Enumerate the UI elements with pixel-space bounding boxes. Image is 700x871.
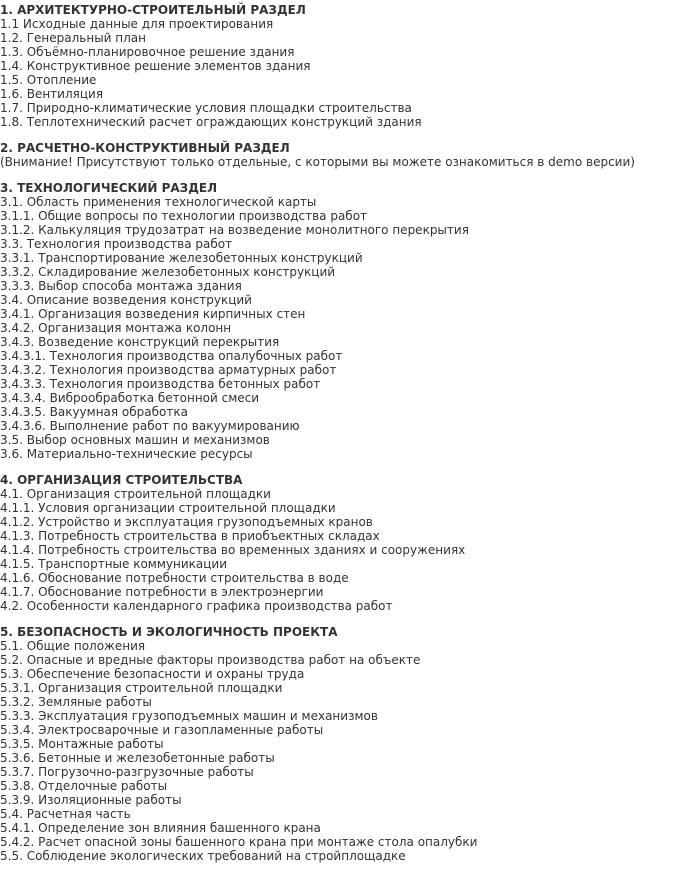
- toc-item: 5.3.5. Монтажные работы: [0, 737, 164, 751]
- section-construction-organization: [0, 473, 700, 613]
- toc-item: 3.4.3. Возведение конструкций перекрытия: [0, 335, 280, 349]
- section-structural-calculation: [0, 141, 700, 169]
- toc-item: 4.1.1. Условия организации строительной площадки: [0, 501, 336, 515]
- toc-item: 5.3.7. Погрузочно-разгрузочные работы: [0, 765, 254, 779]
- toc-item: 4.2. Особенности календарного графика производства работ: [0, 599, 393, 613]
- section-safety-ecology: [0, 625, 700, 863]
- toc-item: 3.1.1. Общие вопросы по технологии производства работ: [0, 209, 368, 223]
- toc-item: 3.1.2. Калькуляция трудозатрат на возведение монолитного перекрытия: [0, 223, 469, 237]
- toc-item: 5.3.3. Эксплуатация грузоподъемных машин и механизмов: [0, 709, 378, 723]
- toc-item: 5.3.1. Организация строительной площадки: [0, 681, 283, 695]
- toc-item: 1.1 Исходные данные для проектирования: [0, 17, 274, 31]
- toc-item: 1.8. Теплотехнический расчет ограждающих конструкций здания: [0, 115, 422, 129]
- toc-item: 3.6. Материально-технические ресурсы: [0, 447, 253, 461]
- demo-notice: (Внимание! Присутствуют только отдельные, с которыми вы можете ознакомиться в demo версии): [0, 155, 635, 169]
- toc-item: 3.4. Описание возведения конструкций: [0, 293, 252, 307]
- section-architectural: [0, 3, 700, 129]
- toc-item: 3.5. Выбор основных машин и механизмов: [0, 433, 270, 447]
- section-heading: 1. АРХИТЕКТУРНО-СТРОИТЕЛЬНЫЙ РАЗДЕЛ: [0, 3, 306, 17]
- toc-item: 5.3. Обеспечение безопасности и охраны труда: [0, 667, 305, 681]
- toc-item: 3.4.3.1. Технология производства опалубочных работ: [0, 349, 343, 363]
- toc-item: 3.4.2. Организация монтажа колонн: [0, 321, 232, 335]
- toc-item: 3.4.3.5. Вакуумная обработка: [0, 405, 188, 419]
- toc-item: 1.3. Объёмно-планировочное решение здания: [0, 45, 295, 59]
- section-heading: 4. ОРГАНИЗАЦИЯ СТРОИТЕЛЬСТВА: [0, 473, 243, 487]
- section-heading: 2. РАСЧЕТНО-КОНСТРУКТИВНЫЙ РАЗДЕЛ: [0, 141, 290, 155]
- toc-item: 5.3.2. Земляные работы: [0, 695, 152, 709]
- section-heading: 3. ТЕХНОЛОГИЧЕСКИЙ РАЗДЕЛ: [0, 181, 218, 195]
- toc-item: 1.2. Генеральный план: [0, 31, 147, 45]
- section-heading: 5. БЕЗОПАСНОСТЬ И ЭКОЛОГИЧНОСТЬ ПРОЕКТА: [0, 625, 338, 639]
- toc-item: 5.4.2. Расчет опасной зоны башенного крана при монтаже стола опалубки: [0, 835, 478, 849]
- toc-item: 3.3. Технология производства работ: [0, 237, 233, 251]
- toc-item: 4.1.7. Обоснование потребности в электроэнергии: [0, 585, 324, 599]
- toc-item: 5.3.8. Отделочные работы: [0, 779, 168, 793]
- toc-item: 4.1.6. Обоснование потребности строительства в воде: [0, 571, 349, 585]
- toc-item: 3.1. Область применения технологической карты: [0, 195, 317, 209]
- toc-item: 3.3.3. Выбор способа монтажа здания: [0, 279, 242, 293]
- toc-item: 5.1. Общие положения: [0, 639, 146, 653]
- toc-item: 5.3.9. Изоляционные работы: [0, 793, 182, 807]
- toc-item: 3.4.3.4. Виброобработка бетонной смеси: [0, 391, 260, 405]
- toc-item: 4.1.5. Транспортные коммуникации: [0, 557, 228, 571]
- toc-item: 5.3.4. Электросварочные и газопламенные работы: [0, 723, 324, 737]
- toc-item: 3.3.2. Складирование железобетонных конструкций: [0, 265, 336, 279]
- toc-item: 3.4.3.6. Выполнение работ по вакуумированию: [0, 419, 300, 433]
- toc-item: 1.5. Отопление: [0, 73, 97, 87]
- toc-item: 3.3.1. Транспортирование железобетонных конструкций: [0, 251, 363, 265]
- toc-item: 1.4. Конструктивное решение элементов здания: [0, 59, 311, 73]
- toc-item: 3.4.1. Организация возведения кирпичных стен: [0, 307, 306, 321]
- toc-item: 3.4.3.3. Технология производства бетонных работ: [0, 377, 321, 391]
- toc-item: 5.5. Соблюдение экологических требований на стройплощадке: [0, 849, 406, 863]
- toc-item: 5.3.6. Бетонные и железобетонные работы: [0, 751, 275, 765]
- section-technological: [0, 181, 700, 461]
- toc-item: 1.7. Природно-климатические условия площадки строительства: [0, 101, 412, 115]
- toc-item: 5.4.1. Определение зон влияния башенного крана: [0, 821, 321, 835]
- toc-item: 4.1.2. Устройство и эксплуатация грузоподъемных кранов: [0, 515, 373, 529]
- toc-item: 5.4. Расчетная часть: [0, 807, 131, 821]
- toc-item: 3.4.3.2. Технология производства арматурных работ: [0, 363, 337, 377]
- toc-item: 4.1. Организация строительной площадки: [0, 487, 271, 501]
- toc-item: 4.1.4. Потребность строительства во временных зданиях и сооружениях: [0, 543, 466, 557]
- toc-item: 4.1.3. Потребность строительства в приобъектных складах: [0, 529, 380, 543]
- toc-item: 1.6. Вентиляция: [0, 87, 104, 101]
- toc-item: 5.2. Опасные и вредные факторы производства работ на объекте: [0, 653, 421, 667]
